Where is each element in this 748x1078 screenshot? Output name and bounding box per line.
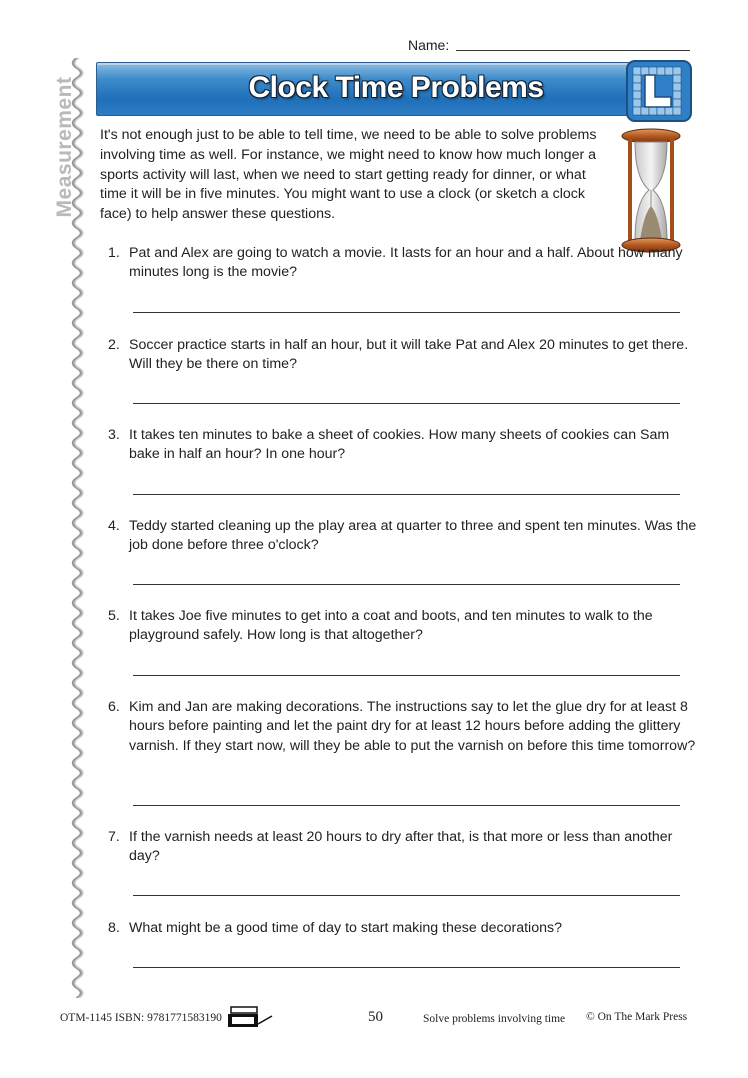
question-text: It takes Joe five minutes to get into a coat and boots, and ten minutes to walk to the playground safely. How long is that altogether? xyxy=(129,608,653,644)
question-text: If the varnish needs at least 20 hours to dry after that, is that more or less than another day? xyxy=(129,829,673,865)
answer-line-6[interactable] xyxy=(133,805,680,806)
hourglass-icon xyxy=(620,128,682,254)
question-number: 3. xyxy=(108,427,120,443)
measurement-logo-icon xyxy=(626,60,692,122)
question-number: 6. xyxy=(108,699,120,715)
answer-line-2[interactable] xyxy=(133,403,680,404)
reproducible-page-icon xyxy=(226,1004,274,1030)
question-text: Kim and Jan are making decorations. The instructions say to let the glue dry for at least 8 hours before painting and let the paint dry for at least 12 hours before adding the glittery varnish. If they start now, will they be able to put the varnish on before this time tomorrow? xyxy=(129,699,696,754)
question-number: 1. xyxy=(108,245,120,261)
question-text: Teddy started cleaning up the play area at quarter to three and spent ten minutes. Was the job done before three o'clock? xyxy=(129,518,697,554)
page-title: Clock Time Problems xyxy=(248,71,544,104)
question-text: Pat and Alex are going to watch a movie. It lasts for an hour and a half. About how many minutes long is the movie? xyxy=(129,245,683,281)
question-text: It takes ten minutes to bake a sheet of cookies. How many sheets of cookies can Sam bake in half an hour? In one hour? xyxy=(129,427,670,463)
answer-line-5[interactable] xyxy=(133,675,680,676)
page-number: 50 xyxy=(368,1009,383,1025)
answer-line-7[interactable] xyxy=(133,895,680,896)
answer-line-3[interactable] xyxy=(133,494,680,495)
question-number: 8. xyxy=(108,920,120,936)
name-label: Name: xyxy=(408,37,450,53)
answer-line-8[interactable] xyxy=(133,967,680,968)
footer-topic: Solve problems involving time xyxy=(423,1013,566,1025)
question-text: What might be a good time of day to start making these decorations? xyxy=(129,920,562,936)
question-number: 4. xyxy=(108,518,120,534)
question-number: 7. xyxy=(108,829,120,845)
question-text: Soccer practice starts in half an hour, but it will take Pat and Alex 20 minutes to get there. Will they be there on time? xyxy=(129,337,689,373)
footer-product-code: OTM-1145 ISBN: 9781771583190 xyxy=(60,1012,222,1024)
answer-line-4[interactable] xyxy=(133,584,680,585)
side-section-label: Measurement xyxy=(53,76,76,218)
name-field-line[interactable] xyxy=(456,50,690,51)
intro-paragraph: It's not enough just to be able to tell time, we need to be able to solve problems involving time as well. For instance, we might need to know how much longer a sports activity will last, when we need to start getting ready for dinner, or what time it will be in five minutes. You might want to use a clock (or sketch a clock face) to help answer these questions. xyxy=(100,127,597,223)
answer-line-1[interactable] xyxy=(133,312,680,313)
question-number: 5. xyxy=(108,608,120,624)
question-number: 2. xyxy=(108,337,120,353)
footer-publisher: © On The Mark Press xyxy=(586,1011,688,1023)
